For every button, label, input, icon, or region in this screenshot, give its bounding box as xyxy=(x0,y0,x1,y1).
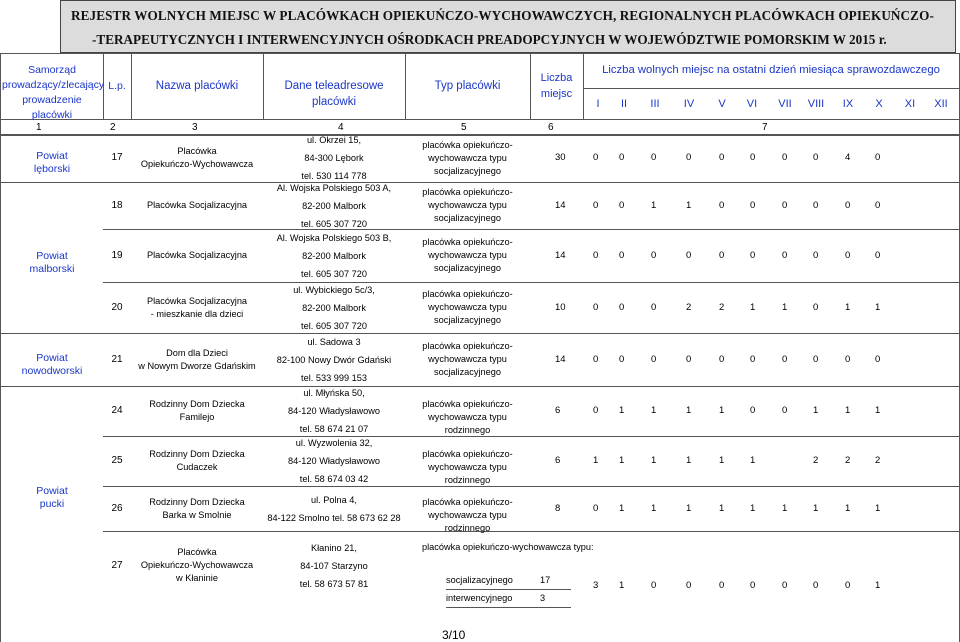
row-wolne-value: 0 xyxy=(593,199,599,211)
column-number: 1 xyxy=(36,122,42,133)
header-samorzad xyxy=(2,63,105,123)
powiat-label-line: malborski xyxy=(29,262,75,275)
row-typ-sub-label: interwencyjnego xyxy=(446,593,513,603)
row-typ-line: socjalizacyjnego xyxy=(434,315,501,325)
row-typ-line: placówka opiekuńczo- xyxy=(422,449,513,459)
row-wolne-value: 0 xyxy=(619,152,625,163)
row-lp: 26 xyxy=(111,502,123,514)
row-liczba-miejsc: 6 xyxy=(555,455,561,466)
row-adres-line: tel. 605 307 720 xyxy=(301,218,367,229)
row-separator xyxy=(103,436,960,437)
row-typ-line: socjalizacyjnego xyxy=(434,213,501,223)
row-adres-line: ul. Sadowa 3 xyxy=(307,336,361,347)
row-wolne-value: 0 xyxy=(651,152,657,163)
row-wolne-value: 1 xyxy=(619,455,625,466)
row-adres-line: ul. Okrzei 15, xyxy=(306,135,362,145)
row-separator xyxy=(103,531,960,532)
row-wolne-value: 1 xyxy=(845,405,851,416)
row-adres-line: Al. Wojska Polskiego 503 B, xyxy=(276,232,392,243)
row-typ xyxy=(405,496,530,535)
header-samorzad-line: prowadzenie placówki xyxy=(22,94,82,121)
row-wolne-value: 4 xyxy=(845,152,851,163)
row-wolne-value: 2 xyxy=(845,455,851,466)
row-wolne-value: 1 xyxy=(651,199,657,211)
row-typ xyxy=(405,186,530,225)
row-wolne-value: 0 xyxy=(719,353,725,365)
row-wolne-value: 0 xyxy=(750,152,756,163)
row-lp: 19 xyxy=(111,249,123,261)
row-nazwa xyxy=(131,347,263,373)
document-title-box xyxy=(60,0,956,53)
row-nazwa-line: Rodzinny Dom Dziecka xyxy=(149,449,245,459)
row-wolne-value: 0 xyxy=(686,353,692,365)
row-wolne-value: 0 xyxy=(750,580,756,591)
block-separator xyxy=(0,386,960,387)
header-dane: Dane teleadresowe placówki xyxy=(284,80,384,108)
row-adres-line: 82-200 Malbork xyxy=(302,302,366,313)
row-typ-sub-value: 17 xyxy=(540,575,551,585)
row-wolne-value: 0 xyxy=(782,152,788,163)
row-typ-line: socjalizacyjnego xyxy=(434,165,501,176)
month-label: X xyxy=(875,98,883,110)
row-wolne-value: 1 xyxy=(813,405,819,416)
row-wolne-value: 1 xyxy=(619,580,625,591)
row-wolne-value: 2 xyxy=(686,301,692,313)
row-wolne-value: 0 xyxy=(619,353,625,365)
row-wolne-value: 0 xyxy=(782,580,788,591)
month-label: IV xyxy=(683,98,695,110)
row-wolne-value: 1 xyxy=(593,455,599,466)
row-liczba-miejsc: 14 xyxy=(555,199,566,211)
column-number: 5 xyxy=(461,122,467,133)
row-wolne-value: 1 xyxy=(686,405,692,416)
column-number: 7 xyxy=(762,122,768,133)
row-typ-line: wychowawcza typu xyxy=(428,302,507,312)
header-samorzad-line: Samorząd xyxy=(28,64,76,76)
powiat-label xyxy=(2,352,102,378)
row-wolne-value: 0 xyxy=(750,199,756,211)
row-liczba-miejsc: 14 xyxy=(555,249,566,261)
row-typ xyxy=(405,139,530,178)
row-wolne-value: 1 xyxy=(875,580,881,591)
row-wolne-value: 0 xyxy=(593,249,599,261)
months-divider xyxy=(583,88,960,89)
row-adres-line: ul. Wybickiego 5c/3, xyxy=(293,284,375,295)
column-number: 3 xyxy=(192,122,198,133)
row-adres-line: 84-122 Smolno tel. 58 673 62 28 xyxy=(267,512,401,523)
header-typ: Typ placówki xyxy=(434,80,501,92)
row-typ-line: placówka opiekuńczo- xyxy=(422,237,513,247)
row-wolne-value: 1 xyxy=(686,502,692,514)
row-wolne-value: 0 xyxy=(651,353,657,365)
title-line-1: REJESTR WOLNYCH MIEJSC W PLACÓWKACH OPIEKUŃCZO-WYCHOWAWCZYCH, REGIONALNYCH PLACÓWKACH OPIEKUŃCZO- xyxy=(71,8,934,23)
row-wolne-value: 0 xyxy=(782,353,788,365)
header-lp: L.p. xyxy=(108,80,126,92)
powiat-label xyxy=(2,250,102,276)
row-nazwa-line: Placówka xyxy=(177,146,217,156)
row-adres xyxy=(263,539,405,593)
powiat-label-line: Powiat xyxy=(36,249,68,262)
row-wolne-value: 0 xyxy=(619,199,625,211)
row-typ xyxy=(405,340,530,379)
row-wolne-value: 1 xyxy=(651,455,657,466)
row-adres-line: tel. 605 307 720 xyxy=(301,268,367,279)
row-adres-line: ul. Młyńska 50, xyxy=(303,388,365,398)
row-nazwa xyxy=(131,398,263,424)
table-left-border xyxy=(0,53,1,642)
row-nazwa-line: Placówka Socjalizacyjna xyxy=(146,250,248,260)
row-nazwa-line: Placówka Socjalizacyjna xyxy=(146,200,248,210)
row-typ-line: placówka opiekuńczo- xyxy=(422,399,513,409)
header-wolne: Liczba wolnych miejsc na ostatni dzień miesiąca sprawozdawczego xyxy=(602,64,940,76)
powiat-label-line: Powiat xyxy=(36,351,68,364)
row-wolne-value: 1 xyxy=(875,301,881,313)
row-adres-line: tel. 58 674 03 42 xyxy=(299,474,369,484)
row-liczba-miejsc: 14 xyxy=(555,353,566,365)
title-line-2: -TERAPEUTYCZNYCH I INTERWENCYJNYCH OŚRODKACH PREADOPCYJNYCH W WOJEWÓDZTWIE POMORSKIM W 2015 r. xyxy=(92,32,887,47)
row-adres-line: tel. 530 114 778 xyxy=(301,171,367,181)
column-number: 4 xyxy=(338,122,344,133)
row-nazwa xyxy=(131,249,263,262)
row-nazwa-line: Dom dla Dzieci xyxy=(166,347,228,358)
header-liczba-line: Liczba xyxy=(540,72,573,84)
row-adres-line: tel. 58 673 57 81 xyxy=(299,578,369,589)
row-wolne-value: 2 xyxy=(875,455,881,466)
row-wolne-value: 1 xyxy=(750,301,756,313)
row-liczba-miejsc: 30 xyxy=(555,152,566,163)
row-wolne-value: 0 xyxy=(686,152,692,163)
row-wolne-value: 0 xyxy=(813,580,819,591)
row-adres-line: 84-120 Władysławowo xyxy=(288,456,380,466)
row-adres xyxy=(263,131,405,185)
row-adres-line: tel. 605 307 720 xyxy=(301,320,367,331)
row-nazwa-line: Opiekuńczo-Wychowawcza xyxy=(140,560,254,570)
row-wolne-value: 2 xyxy=(813,455,819,466)
row-wolne-value: 0 xyxy=(719,249,725,261)
row-adres xyxy=(263,333,405,387)
column-number: 2 xyxy=(110,122,116,133)
row-lp: 18 xyxy=(111,199,123,211)
row-typ-line: wychowawcza typu rodzinnego xyxy=(428,412,507,435)
row-wolne-value: 0 xyxy=(845,353,851,365)
block-separator xyxy=(0,333,960,334)
row-nazwa xyxy=(131,145,263,171)
row-wolne-value: 0 xyxy=(750,353,756,365)
powiat-label-line: pucki xyxy=(39,498,65,510)
row-adres xyxy=(263,179,405,233)
typ-sub-underline xyxy=(446,607,571,608)
row-typ xyxy=(405,448,530,487)
row-adres-line: 84-120 Władysławowo xyxy=(288,406,380,416)
row-typ-line: wychowawcza typu xyxy=(428,200,507,210)
row-wolne-value: 1 xyxy=(719,405,725,416)
column-number: 6 xyxy=(548,122,554,133)
month-label: IX xyxy=(842,98,854,110)
month-label: VI xyxy=(746,98,758,110)
powiat-label xyxy=(2,485,102,511)
powiat-label-line: nowodworski xyxy=(21,364,83,377)
row-wolne-value: 1 xyxy=(782,301,788,313)
header-bottom-border xyxy=(0,119,960,120)
row-wolne-value: 1 xyxy=(875,405,881,416)
row-typ-sub-label: socjalizacyjnego xyxy=(446,575,513,585)
header-liczba xyxy=(530,70,583,102)
row-typ-line: wychowawcza typu rodzinnego xyxy=(428,509,507,533)
row-adres xyxy=(263,281,405,335)
month-label: I xyxy=(596,98,600,110)
row-typ-line: placówka opiekuńczo- xyxy=(422,187,513,197)
row-liczba-miejsc: 6 xyxy=(555,405,561,416)
row-typ-line: wychowawcza typu xyxy=(428,250,507,260)
row-wolne-value: 0 xyxy=(651,249,657,261)
row-typ-line: placówka opiekuńczo- xyxy=(422,289,513,299)
row-wolne-value: 0 xyxy=(782,249,788,261)
row-wolne-value: 0 xyxy=(875,353,881,365)
row-adres xyxy=(263,491,405,527)
row-wolne-value: 0 xyxy=(719,199,725,211)
month-label: XII xyxy=(934,98,948,110)
row-wolne-value: 1 xyxy=(782,502,788,514)
row-wolne-value: 1 xyxy=(651,405,657,416)
row-wolne-value: 0 xyxy=(845,249,851,261)
row-separator xyxy=(103,282,960,283)
row-typ xyxy=(405,236,530,275)
row-wolne-value: 0 xyxy=(782,199,788,211)
row-adres xyxy=(263,434,405,488)
row-lp: 20 xyxy=(111,301,123,313)
row-adres-line: 84-107 Starzyno xyxy=(300,560,368,571)
row-wolne-value: 1 xyxy=(719,502,725,514)
row-wolne-value: 0 xyxy=(686,249,692,261)
header-liczba-line: miejsc xyxy=(540,88,573,100)
row-wolne-value: 0 xyxy=(719,580,725,591)
row-wolne-value: 0 xyxy=(593,152,599,163)
row-wolne-value: 1 xyxy=(719,455,725,466)
row-wolne-value: 0 xyxy=(593,502,599,514)
row-wolne-value: 0 xyxy=(813,353,819,365)
month-label: III xyxy=(650,98,660,110)
row-wolne-value: 0 xyxy=(875,249,881,261)
row-nazwa-line: Placówka Socjalizacyjna xyxy=(146,295,248,306)
row-lp: 17 xyxy=(111,152,123,163)
row-wolne-value: 0 xyxy=(593,405,599,416)
row-adres-line: tel. 533 999 153 xyxy=(301,372,367,383)
row-wolne-value: 0 xyxy=(619,249,625,261)
powiat-label-line: lęborski xyxy=(33,163,71,175)
typ-sub-underline xyxy=(446,589,571,590)
row-wolne-value: 0 xyxy=(719,152,725,163)
row-wolne-value: 1 xyxy=(845,301,851,313)
row-wolne-value: 0 xyxy=(813,152,819,163)
month-label: II xyxy=(620,98,628,110)
row-adres-line: 82-200 Malbork xyxy=(302,200,366,211)
row-nazwa-line: Placówka xyxy=(177,547,217,557)
row-nazwa-line: Familejo xyxy=(179,412,215,422)
row-lp: 27 xyxy=(111,559,123,571)
row-lp: 25 xyxy=(111,455,123,466)
header-samorzad-line: prowadzący/zlecający xyxy=(2,79,105,91)
row-wolne-value: 0 xyxy=(750,249,756,261)
row-typ-line: socjalizacyjnego xyxy=(434,263,501,273)
row-typ xyxy=(405,398,530,437)
row-liczba-miejsc: 8 xyxy=(555,502,561,514)
row-wolne-value: 0 xyxy=(845,199,851,211)
row-wolne-value: 0 xyxy=(875,152,881,163)
row-wolne-value: 0 xyxy=(813,301,819,313)
row-wolne-value: 1 xyxy=(686,455,692,466)
row-wolne-value: 1 xyxy=(750,502,756,514)
row-wolne-value: 1 xyxy=(619,502,625,514)
month-label: XI xyxy=(904,98,916,110)
row-nazwa xyxy=(131,199,263,212)
row-typ-line: wychowawcza typu xyxy=(428,354,507,364)
row-nazwa xyxy=(131,448,263,474)
month-label: VII xyxy=(778,98,792,110)
row-separator xyxy=(103,229,960,230)
row-wolne-value: 0 xyxy=(845,580,851,591)
row-nazwa-line: Barka w Smolnie xyxy=(162,509,232,520)
row-typ-line: wychowawcza typu xyxy=(428,152,507,163)
row-wolne-value: 0 xyxy=(813,249,819,261)
row-typ-line: socjalizacyjnego xyxy=(434,367,501,377)
row-wolne-value: 1 xyxy=(651,502,657,514)
row-wolne-value: 1 xyxy=(845,502,851,514)
row-nazwa xyxy=(131,546,263,585)
row-nazwa xyxy=(131,496,263,522)
row-wolne-value: 0 xyxy=(651,301,657,313)
page-number: 3/10 xyxy=(442,628,466,642)
row-typ xyxy=(405,288,530,327)
powiat-label-line: Powiat xyxy=(36,150,68,162)
row-wolne-value: 2 xyxy=(719,301,725,313)
row-typ-line: placówka opiekuńczo- xyxy=(422,341,513,351)
row-wolne-value: 1 xyxy=(750,455,756,466)
row-wolne-value: 0 xyxy=(813,199,819,211)
row-adres-line: Al. Wojska Polskiego 503 A, xyxy=(276,182,392,193)
row-adres xyxy=(263,384,405,438)
header-top-border xyxy=(0,53,960,54)
row-nazwa-line: Opiekuńczo-Wychowawcza xyxy=(140,159,254,169)
row-typ-line: placówka opiekuńczo- xyxy=(422,496,513,507)
row-wolne-value: 0 xyxy=(593,301,599,313)
row-lp: 24 xyxy=(111,405,123,416)
row-typ-sub-value: 3 xyxy=(540,593,546,603)
row-liczba-miejsc: 10 xyxy=(555,301,566,313)
row-wolne-value: 1 xyxy=(875,502,881,514)
month-label: V xyxy=(718,98,726,110)
row-wolne-value: 0 xyxy=(686,580,692,591)
row-wolne-value: 0 xyxy=(619,301,625,313)
row-adres-line: tel. 58 674 21 07 xyxy=(299,424,369,434)
row-wolne-value: 1 xyxy=(686,199,692,211)
row-wolne-value: 0 xyxy=(750,405,756,416)
row-wolne-value: 0 xyxy=(875,199,881,211)
powiat-label xyxy=(2,150,102,176)
row-wolne-value: 0 xyxy=(782,405,788,416)
row-typ-line: wychowawcza typu rodzinnego xyxy=(428,462,507,485)
row-typ-line: placówka opiekuńczo- xyxy=(422,139,513,150)
block-separator xyxy=(0,182,960,183)
row-wolne-value: 1 xyxy=(619,405,625,416)
colnum-bottom-border xyxy=(0,134,960,136)
row-lp: 21 xyxy=(111,353,123,365)
row-adres-line: ul. Polna 4, xyxy=(311,494,357,505)
row-wolne-value: 0 xyxy=(651,580,657,591)
row-nazwa-line: w Nowym Dworze Gdańskim xyxy=(138,360,256,371)
row-nazwa-line: Rodzinny Dom Dziecka xyxy=(149,496,245,507)
header-nazwa: Nazwa placówki xyxy=(155,80,239,92)
row-wolne-value: 0 xyxy=(593,353,599,365)
row-adres xyxy=(263,229,405,283)
row-wolne-value: 1 xyxy=(813,502,819,514)
row-separator xyxy=(103,486,960,487)
row-adres-line: Kłanino 21, xyxy=(311,542,357,553)
row-nazwa-line: - mieszkanie dla dzieci xyxy=(150,308,244,319)
row-nazwa-line: Cudaczek xyxy=(176,462,218,472)
row-adres-line: ul. Wyzwolenia 32, xyxy=(295,438,373,448)
row-nazwa-line: Rodzinny Dom Dziecka xyxy=(149,399,245,409)
row-wolne-value: 3 xyxy=(593,580,599,591)
month-label: VIII xyxy=(807,98,825,110)
row-typ-header: placówka opiekuńczo-wychowawcza typu: xyxy=(422,542,594,552)
row-adres-line: 82-100 Nowy Dwór Gdański xyxy=(276,354,392,365)
row-nazwa-line: w Kłaninie xyxy=(176,573,218,583)
row-adres-line: 82-200 Malbork xyxy=(302,250,366,261)
row-adres-line: 84-300 Lębork xyxy=(304,153,364,163)
powiat-label-line: Powiat xyxy=(36,485,68,497)
row-nazwa xyxy=(131,295,263,321)
